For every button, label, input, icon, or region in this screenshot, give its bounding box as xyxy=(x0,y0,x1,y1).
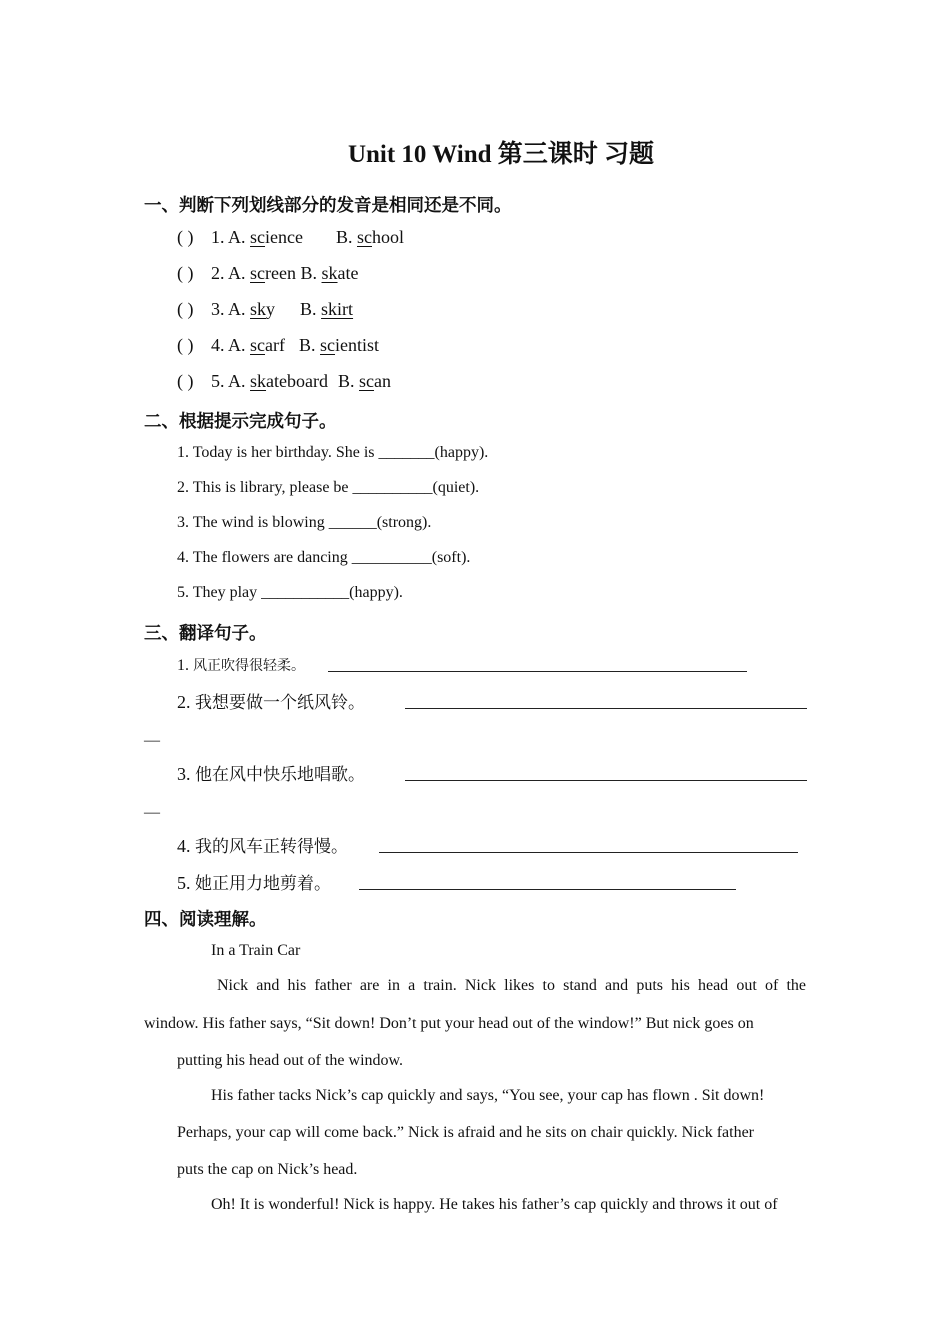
story-line-3: putting his head out of the window. xyxy=(177,1052,404,1069)
item-number: 4. xyxy=(177,836,191,856)
pronunciation-item-3 xyxy=(177,299,353,320)
word-rest: ience xyxy=(265,227,303,247)
line-continuation-dash: — xyxy=(144,804,160,821)
option-b-label: B. xyxy=(299,335,316,355)
underlined-part: sk xyxy=(250,371,267,391)
fill-sentence-1: 1. Today is her birthday. She is _______(happy). xyxy=(177,444,489,461)
fill-sentence-4: 4. The flowers are dancing __________(soft). xyxy=(177,549,471,566)
option-b-label: B. xyxy=(335,227,353,247)
word-rest: ateboard xyxy=(266,371,328,391)
translate-item-2 xyxy=(177,688,365,713)
item-number: 1. A. xyxy=(211,227,246,247)
word-rest: reen xyxy=(265,263,296,283)
item-number: 2. A. xyxy=(211,263,246,283)
chinese-sentence: 我想要做一个纸风铃。 xyxy=(195,693,365,713)
word-rest: ientist xyxy=(335,335,380,355)
story-line-7: Oh! It is wonderful! Nick is happy. He takes his father’s cap quickly and throws it out of xyxy=(211,1196,778,1213)
word-rest: an xyxy=(374,371,392,391)
section-1-heading: 一、判断下列划线部分的发音是相同还是不同。 xyxy=(144,196,512,216)
option-b-label: B. xyxy=(338,371,355,391)
translate-item-4 xyxy=(177,832,348,857)
underlined-part: sc xyxy=(357,227,372,247)
answer-line[interactable] xyxy=(359,889,736,890)
item-number: 5. xyxy=(177,873,191,893)
pronunciation-item-2 xyxy=(177,263,359,284)
story-line-5: Perhaps, your cap will come back.” Nick is afraid and he sits on chair quickly. Nick father xyxy=(177,1124,754,1141)
answer-line[interactable] xyxy=(405,708,807,709)
line-continuation-dash: — xyxy=(144,732,160,749)
chinese-sentence: 风正吹得很轻柔。 xyxy=(193,658,305,674)
word-rest: arf xyxy=(265,335,285,355)
pronunciation-item-1 xyxy=(177,227,404,248)
fill-sentence-2: 2. This is library, please be __________(quiet). xyxy=(177,479,480,496)
page-title: Unit 10 Wind 第三课时 习题 xyxy=(347,141,655,168)
pronunciation-item-4 xyxy=(177,335,379,356)
story-title: In a Train Car xyxy=(211,942,301,959)
answer-blank[interactable]: ( ) xyxy=(177,227,194,247)
fill-sentence-3: 3. The wind is blowing ______(strong). xyxy=(177,514,432,531)
option-b-label: B. xyxy=(300,299,317,319)
underlined-part: sc xyxy=(250,227,266,247)
underlined-part: sc xyxy=(250,263,266,283)
story-line-1: Nick and his father are in a train. Nick likes to stand and puts his head out of the xyxy=(217,977,806,994)
item-number: 1. xyxy=(177,657,189,674)
section-3-heading: 三、翻译句子。 xyxy=(144,624,267,644)
section-4-heading: 四、阅读理解。 xyxy=(144,910,267,930)
chinese-sentence: 她正用力地剪着。 xyxy=(195,874,331,894)
chinese-sentence: 他在风中快乐地唱歌。 xyxy=(195,765,365,785)
answer-blank[interactable]: ( ) xyxy=(177,299,194,319)
word-rest: y xyxy=(266,299,276,319)
item-number: 5. A. xyxy=(211,371,246,391)
answer-blank[interactable]: ( ) xyxy=(177,263,194,283)
underlined-part: sc xyxy=(320,335,336,355)
answer-blank[interactable]: ( ) xyxy=(177,335,194,355)
answer-line[interactable] xyxy=(379,852,798,853)
translate-item-1 xyxy=(177,655,305,675)
item-number: 3. A. xyxy=(211,299,246,319)
underlined-part: sk xyxy=(250,299,267,319)
underlined-part: sc xyxy=(359,371,375,391)
story-line-4: His father tacks Nick’s cap quickly and says, “You see, your cap has flown . Sit down! xyxy=(211,1087,765,1104)
translate-item-5 xyxy=(177,869,331,894)
item-number: 2. xyxy=(177,692,191,712)
underlined-part: sc xyxy=(250,335,266,355)
underlined-part: sk xyxy=(321,263,338,283)
answer-blank[interactable]: ( ) xyxy=(177,371,194,391)
chinese-sentence: 我的风车正转得慢。 xyxy=(195,837,348,857)
item-number: 4. A. xyxy=(211,335,246,355)
answer-line[interactable] xyxy=(328,671,747,672)
underlined-part: skirt xyxy=(321,299,354,319)
fill-sentence-5: 5. They play ___________(happy). xyxy=(177,584,403,601)
section-2-heading: 二、根据提示完成句子。 xyxy=(144,412,337,432)
answer-line[interactable] xyxy=(405,780,807,781)
pronunciation-item-5 xyxy=(177,371,391,392)
item-number: 3. xyxy=(177,764,191,784)
option-b-label: B. xyxy=(300,263,318,283)
word-rest: ate xyxy=(337,263,359,283)
word-rest: hool xyxy=(372,227,405,247)
translate-item-3 xyxy=(177,760,365,785)
story-line-2: window. His father says, “Sit down! Don’t put your head out of the window!” But nick goes on xyxy=(144,1015,754,1032)
story-line-6: puts the cap on Nick’s head. xyxy=(177,1161,358,1178)
